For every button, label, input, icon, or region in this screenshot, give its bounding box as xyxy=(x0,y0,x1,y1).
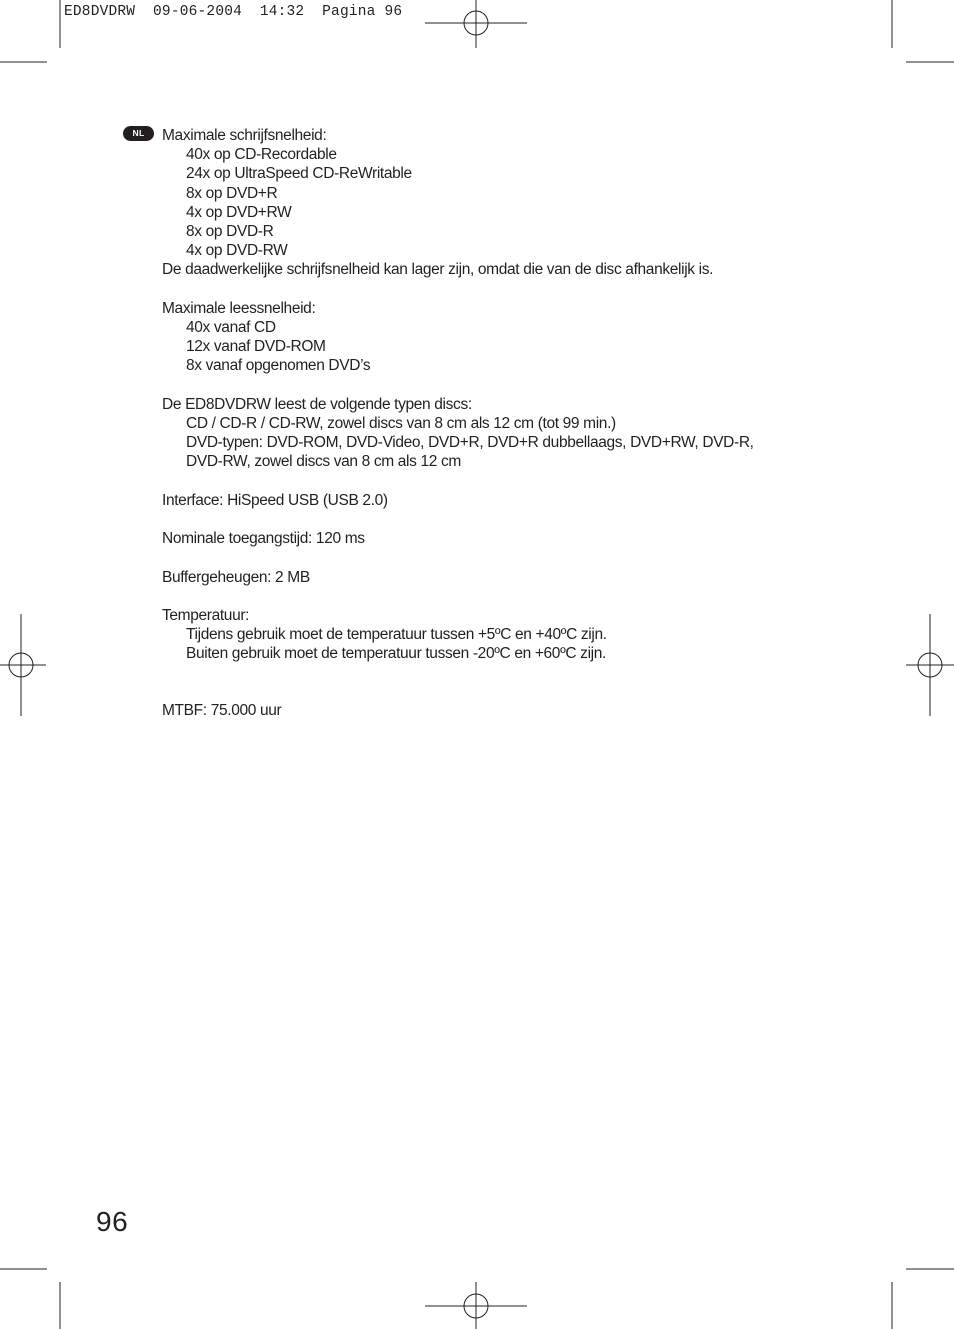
write-speed-note: De daadwerkelijke schrijfsnelheid kan lager zijn, omdat die van de disc afhankelijk is. xyxy=(162,261,714,279)
access-time-spec: Nominale toegangstijd: 120 ms xyxy=(162,530,365,548)
print-slug: ED8DVDRW 09-06-2004 14:32 Pagina 96 xyxy=(64,4,403,20)
list-item: 12x vanaf DVD-ROM xyxy=(186,338,326,356)
temperature-heading: Temperatuur: xyxy=(162,606,250,624)
mtbf-spec: MTBF: 75.000 uur xyxy=(162,701,282,719)
list-item: Buiten gebruik moet de temperatuur tussen -20ºC en +60ºC zijn. xyxy=(186,645,606,663)
list-item: 4x op DVD+RW xyxy=(186,203,292,221)
list-item: 24x op UltraSpeed CD-ReWritable xyxy=(186,165,412,183)
list-item: DVD-typen: DVD-ROM, DVD-Video, DVD+R, DVD+R dubbellaags, DVD+RW, DVD-R, xyxy=(186,434,754,452)
list-item: 8x op DVD-R xyxy=(186,223,274,241)
buffer-spec: Buffergeheugen: 2 MB xyxy=(162,568,310,586)
list-item: Tijdens gebruik moet de temperatuur tussen +5ºC en +40ºC zijn. xyxy=(186,626,607,644)
page-number: 96 xyxy=(96,1206,129,1237)
write-speed-heading: Maximale schrijfsnelheid: xyxy=(162,127,327,144)
list-item: 8x op DVD+R xyxy=(186,184,278,202)
list-item: 40x op CD-Recordable xyxy=(186,146,337,164)
registration-mark-bottom xyxy=(425,1282,527,1329)
list-item: 40x vanaf CD xyxy=(186,319,276,337)
disc-types-heading: De ED8DVDRW leest de volgende typen discs: xyxy=(162,395,472,413)
registration-mark-right xyxy=(906,614,954,716)
registration-mark-top xyxy=(425,0,527,48)
specifications xyxy=(162,126,862,720)
list-item: 8x vanaf opgenomen DVD’s xyxy=(186,357,371,375)
interface-spec: Interface: HiSpeed USB (USB 2.0) xyxy=(162,491,388,509)
list-item: DVD-RW, zowel discs van 8 cm als 12 cm xyxy=(186,453,461,471)
read-speed-heading: Maximale leessnelheid: xyxy=(162,299,316,317)
list-item: CD / CD-R / CD-RW, zowel discs van 8 cm als 12 cm (tot 99 min.) xyxy=(186,415,616,433)
language-badge: NL xyxy=(123,126,154,141)
registration-mark-left xyxy=(0,614,46,716)
list-item: 4x op DVD-RW xyxy=(186,242,288,260)
